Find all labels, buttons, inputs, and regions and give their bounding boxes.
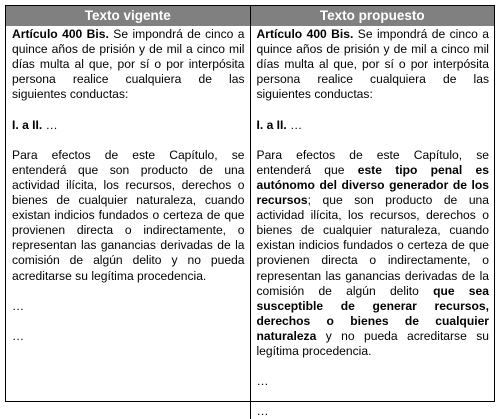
ellipsis-line: … — [12, 328, 25, 343]
definition-paragraph: Para efectos de este Capítulo, se entenderá que este tipo penal es autónomo del diverso generador de los recursos; que son producto de una actividad ilícita, los recursos, derechos o bienes de cualquier naturaleza, cuando existan indicios fundados o certeza de que provienen directa o indirectamente, o representan las ganancias derivadas de la comisión de algún delito que sea susceptible de generar recursos, derechos o bienes de cualquier naturaleza y no pueda acreditarse su legítima procedencia. — [256, 147, 489, 358]
header-current-text: Texto vigente — [6, 6, 251, 26]
fractions-line — [257, 118, 490, 133]
fractions-line — [12, 118, 245, 133]
article-text: Se impondrá de cinco a quince años de prisión y de mil a cinco mil días multa al que, por sí o por interpósita persona realice cualquiera de las siguientes conductas: — [256, 27, 489, 102]
article-paragraph — [257, 27, 490, 102]
article-paragraph — [12, 27, 245, 102]
header-proposed-text: Texto propuesto — [319, 8, 425, 23]
article-label: Artículo 400 Bis. — [12, 27, 109, 41]
comparison-table — [5, 5, 495, 419]
proposed-text-column — [251, 26, 495, 419]
fractions-ellipsis: … — [42, 117, 58, 132]
table-header — [6, 6, 494, 26]
ellipsis-line: … — [256, 404, 269, 419]
added-text: que sea susceptible de generar recursos, derechos o bienes de cualquier naturaleza — [256, 283, 489, 343]
article-label: Artículo 400 Bis. — [256, 27, 354, 41]
article-text: Se impondrá de cinco a quince años de prisión y de mil a cinco mil días multa al que, por sí o por interpósita persona realice cualquiera de las siguientes conductas: — [12, 27, 245, 102]
fractions-ellipsis: … — [286, 117, 303, 132]
fractions-label: I. a II. — [12, 117, 43, 132]
definition-paragraph: Para efectos de este Capítulo, se entenderá que son producto de una actividad ilícita, los recursos, derechos o bienes de cualquier naturaleza, cuando existan indicios fundados o certeza de que provienen directa o indirectamente, o representan las ganancias derivadas de la comisión de algún delito y no pueda acreditarse su legítima procedencia. — [12, 147, 245, 283]
ellipsis-line: … — [12, 298, 25, 313]
table-body — [6, 26, 494, 419]
current-text-column — [6, 26, 251, 419]
ellipsis-line: … — [256, 374, 269, 389]
added-text: este tipo penal es autónomo del diverso generador de los recursos — [256, 162, 489, 208]
fractions-label: I. a II. — [256, 117, 287, 132]
